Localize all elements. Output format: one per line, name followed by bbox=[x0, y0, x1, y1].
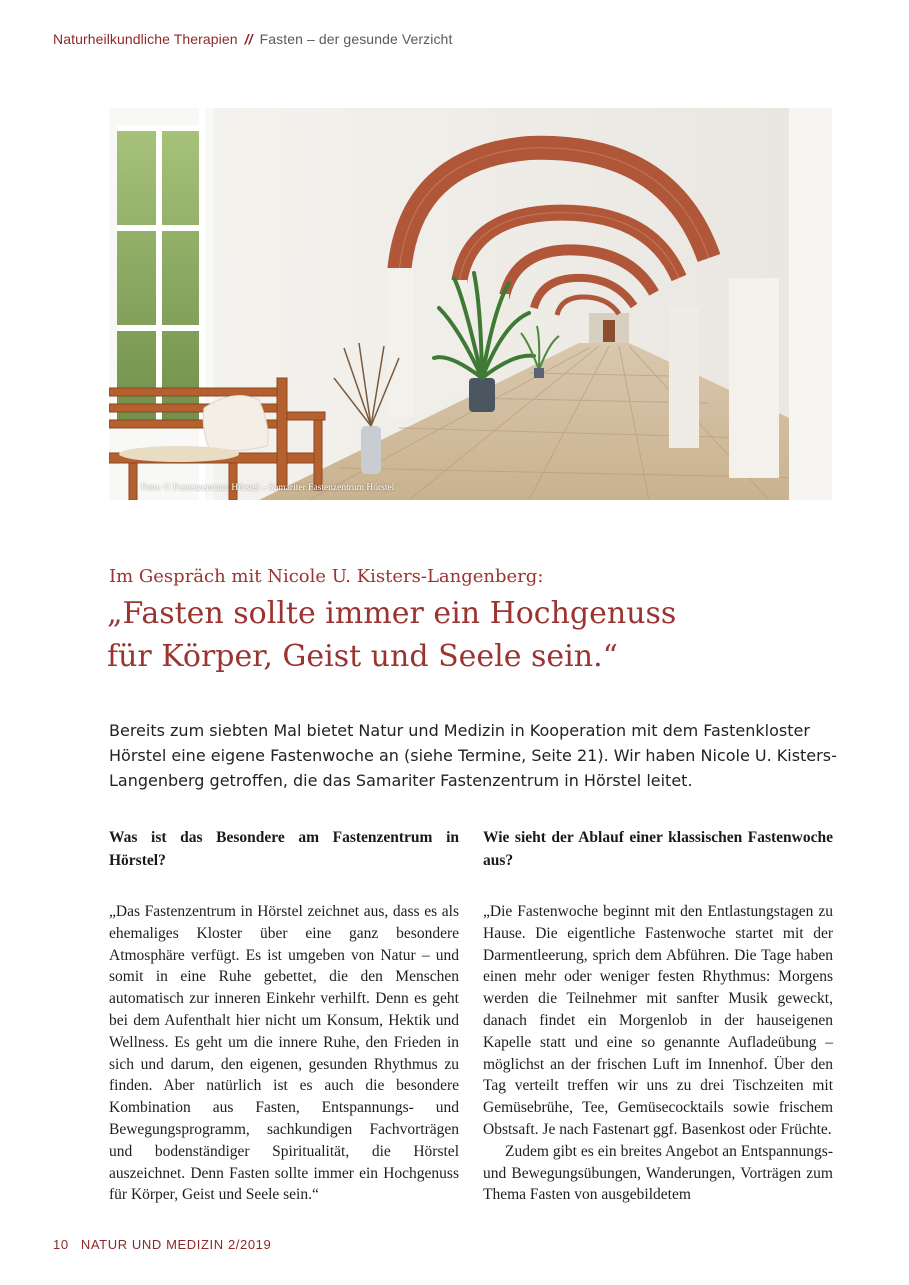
interview-question: Wie sieht der Ablauf einer klassischen Fastenwoche aus? bbox=[483, 829, 833, 869]
article-intro: Bereits zum siebten Mal bietet Natur und Medizin in Kooperation mit dem Fastenkloster Hörstel eine eigene Fastenwoche an (siehe Termine, Seite 21). Wir haben Nicole U. Kisters-Langenberg getroffen, die das Samariter Fastenzentrum in Hörstel leitet. bbox=[109, 721, 837, 790]
interview-question: Was ist das Besondere am Fastenzentrum in Hörstel? bbox=[109, 829, 459, 869]
cloister-photo bbox=[109, 108, 832, 500]
running-head-topic: Fasten – der gesunde Verzicht bbox=[259, 31, 453, 47]
headline-line-2: für Körper, Geist und Seele sein.“ bbox=[107, 639, 618, 674]
running-head-section: Naturheilkundliche Therapien bbox=[53, 31, 238, 47]
headline-line-1: „Fasten sollte immer ein Hochgenuss bbox=[107, 596, 677, 631]
article-headline bbox=[107, 592, 827, 678]
cloister-illustration bbox=[109, 108, 832, 500]
running-head-separator: // bbox=[244, 31, 253, 47]
page-number: 10 bbox=[53, 1237, 69, 1252]
interview-answer: „Die Fastenwoche beginnt mit den Entlastungstagen zu Hause. Die eigentliche Fastenwoche startet mit der Darmentleerung, sprich dem Abführen. Die Tage haben einen mehr oder weniger festen Rhythmus: Morgens werden die Teilnehmer mit sanfter Musik geweckt, danach findet ein Morgenlob in der hauseigenen Kapelle statt und eine so genannte Aufladeübung – möglichst an der frischen Luft im Innenhof. Über den Tag verteilt treffen wir uns zu drei Tischzeiten mit Gemüsebrühe, Tee, Gemüsecocktails sowie frischem Obstsaft. Je nach Fastenart ggf. Basenkost oder Früchte. bbox=[483, 903, 833, 1138]
right-column bbox=[483, 826, 833, 1206]
running-head bbox=[53, 31, 452, 47]
page-footer bbox=[53, 1237, 271, 1252]
interview-answer-continued: Zudem gibt es ein breites Angebot an Entspannungs- und Bewegungsübungen, Wanderungen, Vorträgen zum Thema Fasten von ausgebildetem bbox=[483, 1142, 833, 1204]
photo-credit: Foto: © Fastenzentrum Hörstel – Samariter Fastenzentrum Hörstel bbox=[141, 483, 395, 493]
publication-name: NATUR UND MEDIZIN 2/2019 bbox=[80, 1237, 272, 1252]
interview-answer: „Das Fastenzentrum in Hörstel zeichnet aus, dass es als ehemaliges Kloster über eine ganz besondere Atmosphäre verfügt. Es ist umgeben von Natur – und somit in eine Ruhe gebettet, die den Menschen automatisch zur inneren Einkehr verhilft. Denn es geht bei dem Aufenthalt hier nicht um Konsum, Hektik und Wellness. Es geht um die innere Ruhe, den Frieden in sich und darum, den eigenen, gesunden Rhythmus zu finden. Aber natürlich ist es auch die besondere Kombination aus Fasten, Entspannungs- und Bewegungsprogramm, sachkundigen Fachvorträgen und bodenständiger Spiritualität, die Hörstel auszeichnet. Denn Fasten sollte immer ein Hochgenuss für Körper, Geist und Seele sein.“ bbox=[109, 903, 459, 1204]
article-kicker: Im Gespräch mit Nicole U. Kisters-Langenberg: bbox=[109, 566, 544, 587]
left-column bbox=[109, 826, 459, 1206]
